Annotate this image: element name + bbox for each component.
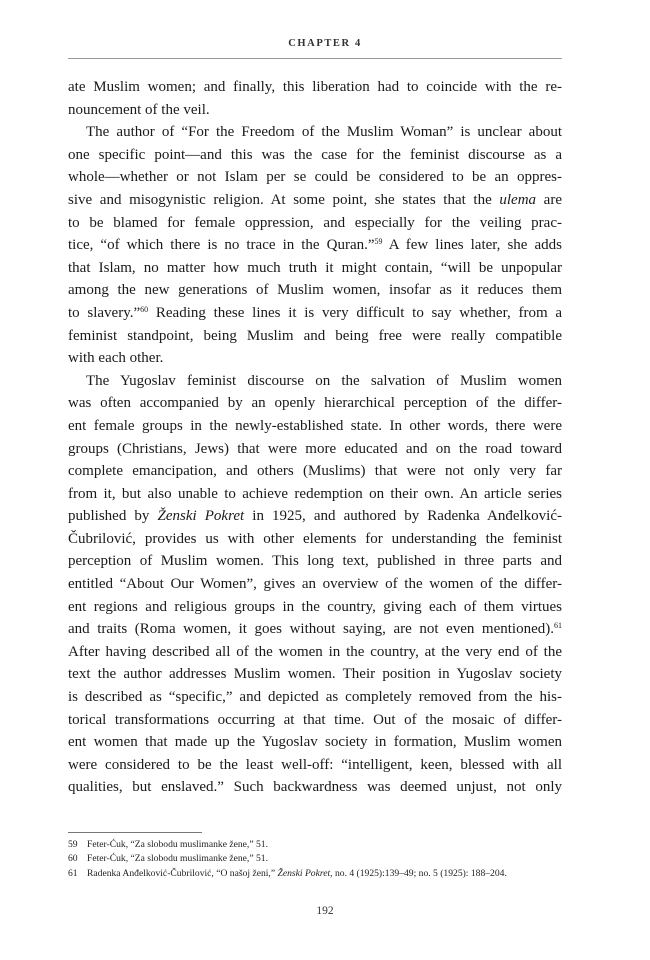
text-line: from it, but also unable to achieve redemption on their own. An article series bbox=[68, 485, 562, 502]
text-segment: sive and misogynistic religion. At some point, she states that the bbox=[68, 191, 500, 208]
text-line: complete emancipation, and others (Muslims) that were not only very far bbox=[68, 463, 562, 480]
text-line: groups (Christians, Jews) that were more educated and on the road toward bbox=[68, 440, 562, 457]
journal-title: Ženski Pokret bbox=[157, 508, 245, 525]
text-segment: to slavery.” bbox=[68, 304, 141, 321]
footnote-text: Radenka Anđelković-Čubrilović, “O našoj ženi,” bbox=[87, 867, 278, 879]
text-line: were considered to be the least well-off: “intelligent, keen, blessed with all bbox=[68, 756, 562, 773]
text-line: ent women that made up the Yugoslav society in formation, Muslim women bbox=[68, 734, 562, 751]
text-line: The author of “For the Freedom of the Muslim Woman” is unclear about bbox=[86, 124, 562, 141]
text-line bbox=[68, 234, 562, 257]
running-header: CHAPTER 4 bbox=[288, 38, 362, 49]
body-text bbox=[68, 76, 562, 799]
footnote-text: Feter-Ćuk, “Za slobodu muslimanke žene,” 51. bbox=[87, 853, 268, 865]
text-line: Čubrilović, provides us with other elements for understanding the feminist bbox=[68, 530, 562, 547]
text-line: among the new generations of Muslim women, insofar as it reduces them bbox=[68, 282, 562, 299]
footnote-number: 61 bbox=[68, 867, 78, 879]
page-number: 192 bbox=[316, 905, 334, 917]
text-line: torical transformations occurring at that time. Out of the mosaic of differ- bbox=[68, 711, 562, 728]
footnote-ref-59[interactable]: 59 bbox=[374, 237, 383, 247]
text-line bbox=[68, 189, 562, 212]
text-line: After having described all of the women in the country, at the very end of the bbox=[68, 643, 562, 660]
text-segment: and traits (Roma women, it goes without saying, are not even mentioned). bbox=[68, 621, 554, 638]
text-segment: Reading these lines it is very difficult to say whether, from a bbox=[148, 304, 562, 321]
text-line: The Yugoslav feminist discourse on the salvation of Muslim women bbox=[86, 372, 562, 389]
header-rule bbox=[68, 58, 562, 59]
text-line bbox=[68, 618, 562, 641]
footnote-text: , no. 4 (1925):139–49; no. 5 (1925): 188–204. bbox=[330, 867, 507, 879]
text-segment: published by bbox=[68, 508, 158, 525]
footnote-number: 60 bbox=[68, 853, 78, 865]
footnotes bbox=[68, 838, 562, 881]
footnote-ref-61[interactable]: 61 bbox=[554, 621, 562, 631]
footnote-60 bbox=[68, 852, 562, 866]
footnote-59 bbox=[68, 838, 562, 852]
text-segment: are bbox=[536, 191, 562, 208]
text-line: entitled “About Our Women”, gives an overview of the women of the differ- bbox=[68, 576, 562, 593]
text-line: one specific point—and this was the case for the feminist discourse as a bbox=[68, 146, 562, 163]
footnote-ref-60[interactable]: 60 bbox=[140, 304, 149, 314]
text-line: perception of Muslim women. This long text, published in three parts and bbox=[68, 553, 562, 570]
text-line: feminist standpoint, being Muslim and being free were really compatible bbox=[68, 327, 562, 344]
footnote-journal-title: Ženski Pokret bbox=[277, 867, 331, 879]
text-segment: tice, “of which there is no trace in the Quran.” bbox=[68, 237, 375, 254]
text-line: with each other. bbox=[68, 350, 164, 367]
footnote-text: Feter-Ćuk, “Za slobodu muslimanke žene,” 51. bbox=[87, 839, 268, 850]
text-line: ent regions and religious groups in the country, giving each of them virtues bbox=[68, 598, 562, 615]
text-line: to be blamed for female oppression, and especially for the veiling prac- bbox=[68, 214, 562, 231]
emphasis-ulema: ulema bbox=[499, 191, 537, 208]
text-line: ate Muslim women; and finally, this liberation had to coincide with the re- bbox=[68, 79, 562, 95]
text-segment: in 1925, and authored by Radenka Anđelković- bbox=[244, 508, 562, 525]
text-line: whole—whether or not Islam per se could be considered to be an oppres- bbox=[68, 169, 562, 186]
text-line: is described as “specific,” and depicted as completely removed from the his- bbox=[68, 689, 562, 706]
text-segment: A few lines later, she adds bbox=[382, 237, 562, 254]
text-line: ent female groups in the newly-established state. In other words, there were bbox=[68, 417, 562, 434]
text-line: nouncement of the veil. bbox=[68, 101, 210, 118]
text-line bbox=[68, 505, 562, 528]
text-line: was often accompanied by an openly hierarchical perception of the differ- bbox=[68, 395, 562, 412]
text-line: text the author addresses Muslim women. Their position in Yugoslav society bbox=[68, 666, 562, 683]
footnote-rule bbox=[68, 832, 202, 833]
text-line: qualities, but enslaved.” Such backwardness was deemed unjust, not only bbox=[68, 779, 562, 796]
footnote-number: 59 bbox=[68, 839, 78, 850]
text-line: that Islam, no matter how much truth it might contain, “will be unpopular bbox=[68, 259, 562, 276]
footnote-61 bbox=[68, 867, 562, 881]
text-line bbox=[68, 302, 562, 325]
